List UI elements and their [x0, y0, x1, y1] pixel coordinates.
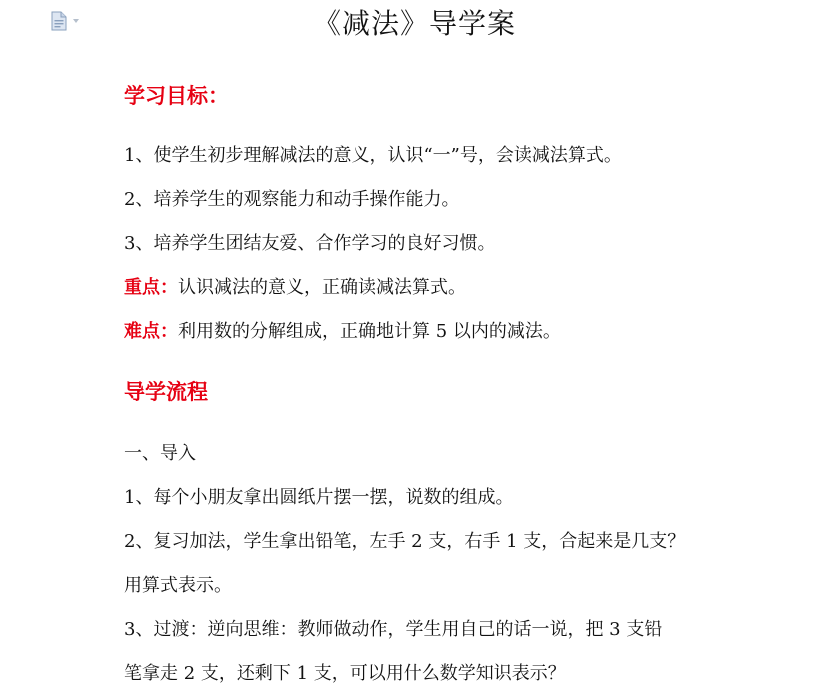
- key-point-text: 认识减法的意义，正确读减法算式。: [178, 277, 466, 298]
- objective-item: 1、使学生初步理解减法的意义，认识“一”号，会读减法算式。: [124, 145, 622, 166]
- process-line: 3、过渡：逆向思维：教师做动作，学生用自己的话一说，把 3 支铅: [124, 619, 663, 640]
- process-line: 用算式表示。: [124, 575, 232, 596]
- section-heading: 一、导入: [124, 443, 196, 464]
- objective-item: 2、培养学生的观察能力和动手操作能力。: [124, 189, 460, 210]
- key-point-line: [124, 274, 466, 302]
- process-line: 笔拿走 2 支，还剩下 1 支，可以用什么数学知识表示？: [124, 663, 566, 684]
- process-line: 1、每个小朋友拿出圆纸片摆一摆，说数的组成。: [124, 487, 514, 508]
- key-point-label: 重点：: [124, 277, 178, 298]
- objective-item: 3、培养学生团结友爱、合作学习的良好习惯。: [124, 233, 496, 254]
- process-line: 2、复习加法，学生拿出铅笔，左手 2 支，右手 1 支，合起来是几支？: [124, 531, 686, 552]
- process-heading: 导学流程: [124, 379, 208, 404]
- difficulty-text: 利用数的分解组成，正确地计算 5 以内的减法。: [178, 321, 561, 342]
- document-title: 《减法》导学案: [312, 7, 516, 40]
- difficulty-label: 难点：: [124, 321, 178, 342]
- objectives-heading: 学习目标：: [124, 83, 229, 108]
- difficulty-line: [124, 318, 561, 346]
